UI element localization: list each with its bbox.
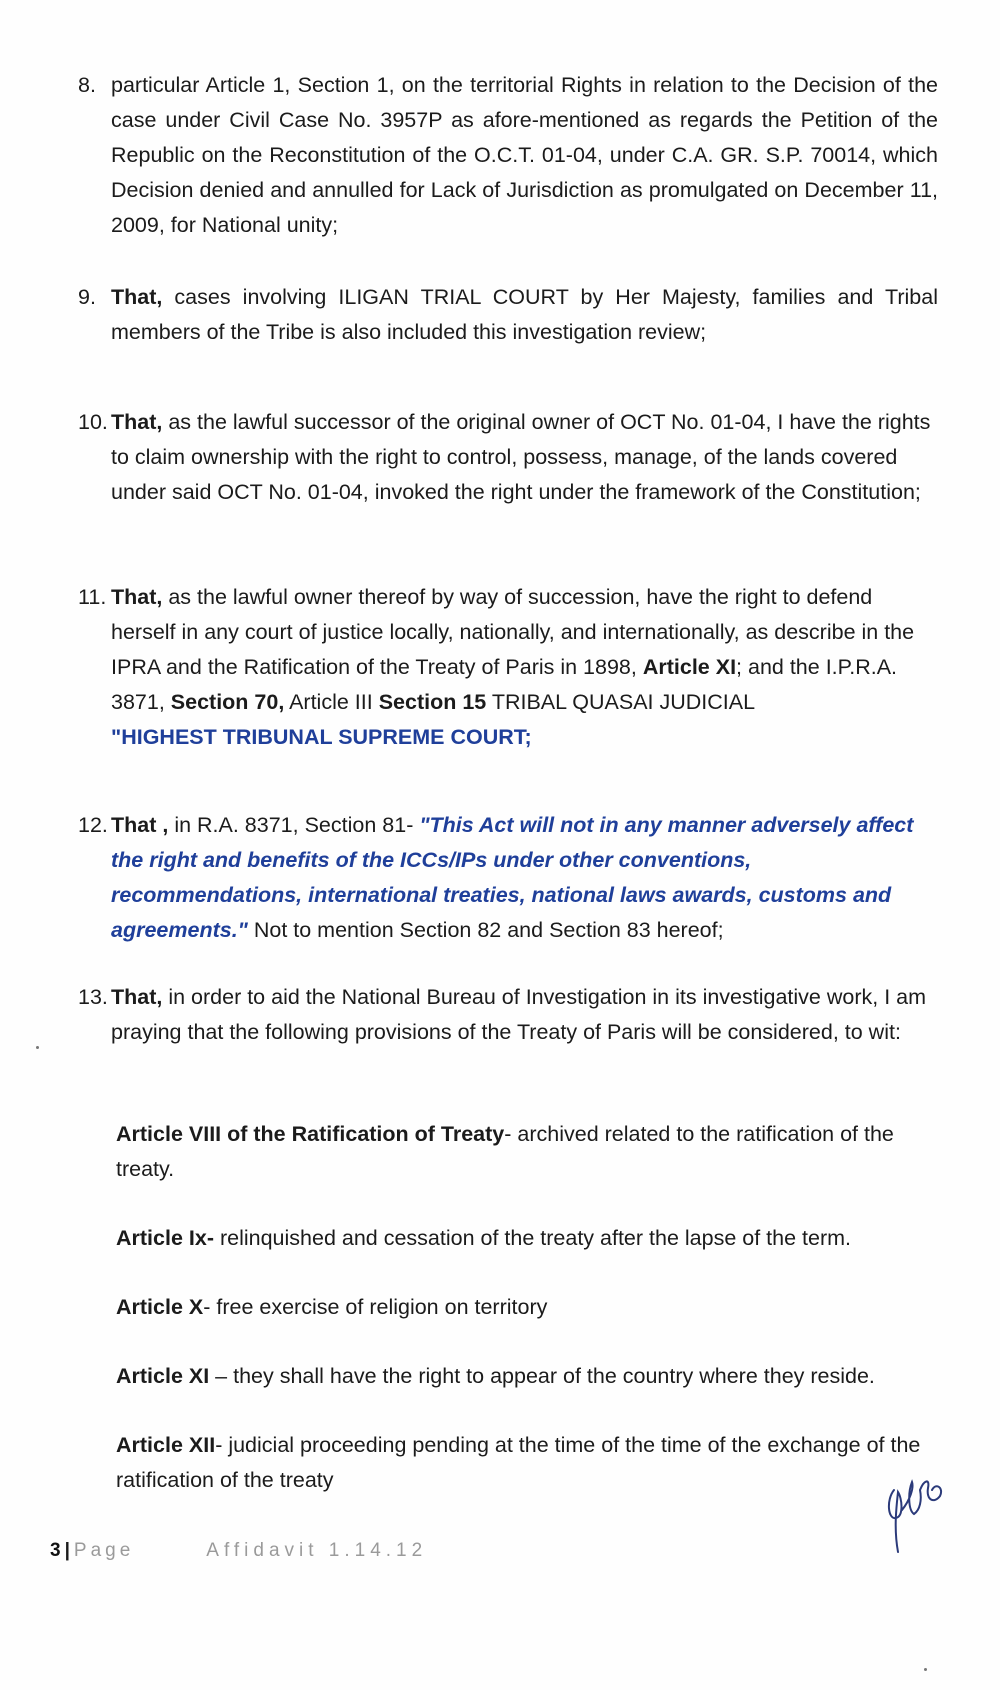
page-footer — [50, 1540, 427, 1562]
article-title: Article VIII of the Ratification of Treaty — [116, 1122, 505, 1146]
page-number: 3 — [50, 1540, 61, 1561]
article-title: Article XI — [116, 1364, 210, 1388]
paragraph-number: 11. — [78, 585, 107, 609]
paragraph-body: in R.A. 8371, Section 81- — [168, 813, 420, 837]
bold-reference: Section 70, — [170, 690, 285, 714]
paragraph-body: ; and the I.P.R.A. 3871, — [111, 655, 898, 714]
paragraph-body: TRIBAL QUASAI JUDICIAL — [486, 690, 756, 714]
paragraph-text — [111, 980, 938, 1050]
article-text: – they shall have the right to appear of the country where they reside. — [209, 1364, 875, 1388]
scan-speck — [924, 1668, 927, 1671]
paragraph-body: in order to aid the National Bureau of Investigation in its investigative work, I am praying that the following provisions of the Treaty of Paris will be considered, to wit: — [111, 985, 927, 1044]
document-label: Affidavit 1.14.12 — [206, 1540, 428, 1561]
article-viii — [116, 1117, 946, 1187]
lead-word: That, — [111, 410, 163, 434]
paragraph-8 — [78, 68, 938, 243]
paragraph-number: 12. — [78, 813, 108, 837]
article-text: - free exercise of religion on territory — [203, 1295, 548, 1319]
paragraph-number: 8. — [78, 73, 96, 97]
article-ix — [116, 1221, 946, 1256]
paragraph-body: Article III — [284, 690, 379, 714]
quoted-act-text: "This Act will not in any manner adversely affect the right and benefits of the ICCs/IPs under other conventions, recommendations, international treaties, national laws awards, customs and agreements." — [111, 813, 914, 942]
lead-word: That, — [111, 585, 163, 609]
article-text: - archived related to the ratification of the treaty. — [116, 1122, 894, 1181]
paragraph-body: as the lawful successor of the original owner of OCT No. 01-04, I have the rights to claim ownership with the right to control, possess, manage, of the lands covered under said OCT No. 01-04, invoked the right under the framework of the Constitution; — [111, 410, 931, 504]
paragraph-text: particular Article 1, Section 1, on the territorial Rights in relation to the Decision of the case under Civil Case No. 3957P as afore-mentioned as regards the Petition of the Republic on the Reconstitution of the O.C.T. 01-04, under C.A. GR. S.P. 70014, which Decision denied and annulled for Lack of Jurisdiction as promulgated on December 11, 2009, for National unity; — [111, 73, 938, 237]
article-xi — [116, 1359, 946, 1394]
scan-speck — [36, 1046, 39, 1049]
paragraph-number: 9. — [78, 285, 96, 309]
bold-reference: Section 15 — [378, 690, 487, 714]
page-label: Page — [73, 1540, 135, 1561]
lead-word: That , — [111, 813, 169, 837]
paragraph-13 — [78, 980, 938, 1050]
article-title: Article XII — [116, 1433, 216, 1457]
paragraph-body: as the lawful owner thereof by way of succession, have the right to defend herself in any court of justice locally, nationally, and internationally, as describe in the IPRA and the Ratification of the Treaty of Paris in 1898, — [111, 585, 915, 679]
paragraph-number: 13. — [78, 985, 108, 1009]
paragraph-text — [111, 280, 938, 350]
lead-word: That, — [111, 985, 163, 1009]
paragraph-number: 10. — [78, 410, 108, 434]
bold-reference: Article XI — [642, 655, 737, 679]
paragraph-text — [111, 580, 938, 755]
paragraph-9 — [78, 280, 938, 350]
article-x — [116, 1290, 946, 1325]
paragraph-body: cases involving ILIGAN TRIAL COURT by Her Majesty, families and Tribal members of the Tribe is also included this investigation review; — [111, 285, 938, 344]
footer-separator: | — [64, 1540, 70, 1561]
article-title: Article Ix- — [116, 1226, 214, 1250]
article-xii — [116, 1428, 946, 1498]
article-text: - judicial proceeding pending at the time of the time of the exchange of the ratification of the treaty — [116, 1433, 921, 1492]
paragraph-12 — [78, 808, 938, 948]
paragraph-text — [111, 808, 938, 948]
article-text: relinquished and cessation of the treaty after the lapse of the term. — [213, 1226, 851, 1250]
paragraph-11 — [78, 580, 938, 755]
lead-word: That, — [111, 285, 163, 309]
paragraph-body: Not to mention Section 82 and Section 83 hereof; — [247, 918, 724, 942]
paragraph-text — [111, 405, 938, 510]
paragraph-10 — [78, 405, 938, 510]
highlighted-court-name: "HIGHEST TRIBUNAL SUPREME COURT; — [111, 725, 532, 749]
handwritten-initials-signature — [884, 1470, 954, 1560]
article-title: Article X — [116, 1295, 204, 1319]
